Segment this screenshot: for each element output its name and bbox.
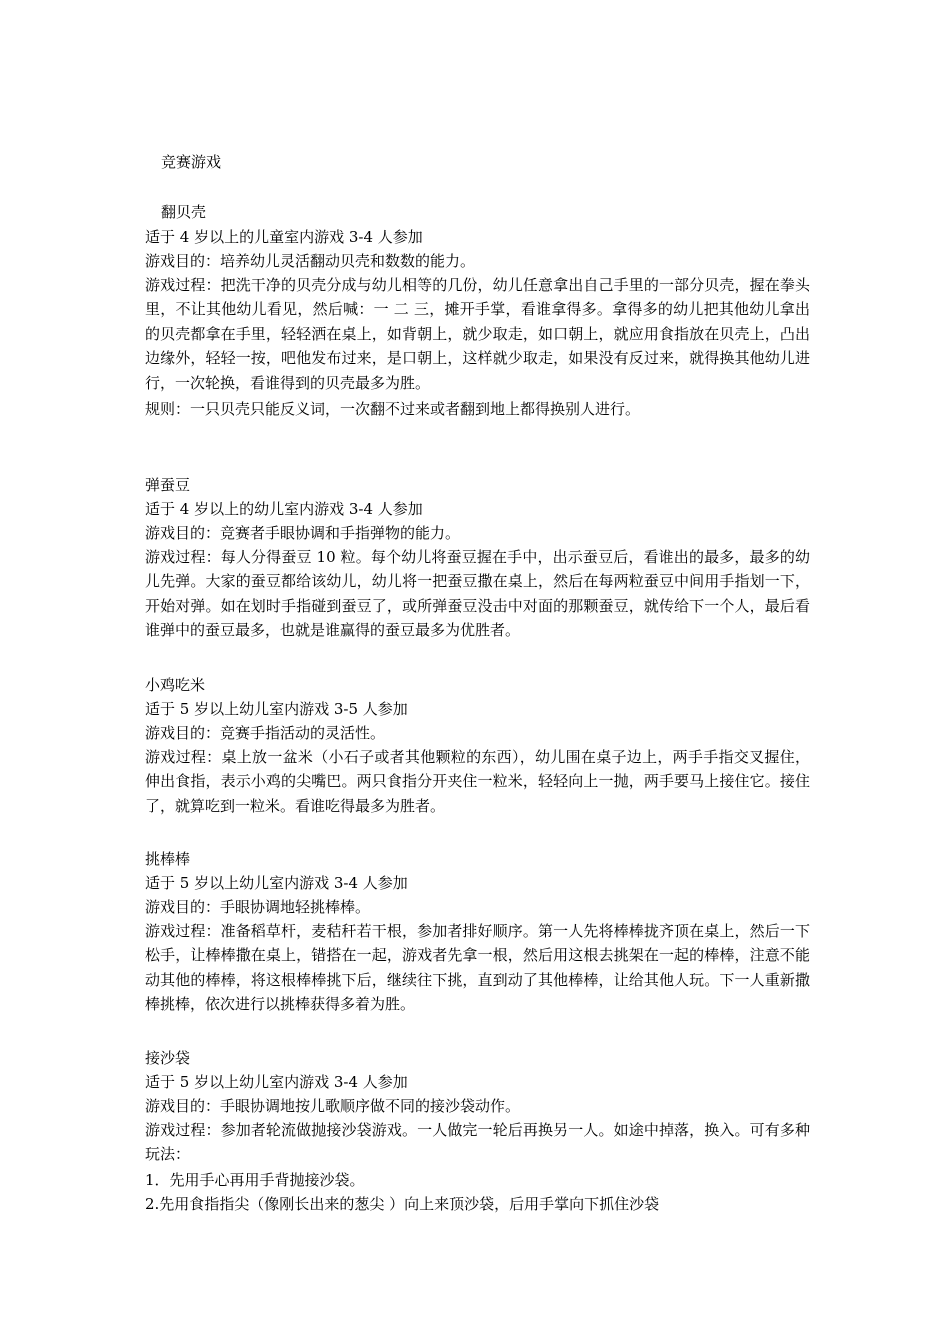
game-title-tan-candou: 弹蚕豆 — [145, 476, 191, 494]
game-process: 游戏过程：每人分得蚕豆 10 粒。每个幼儿将蚕豆握在手中，出示蚕豆后，看谁出的最多，最多的幼儿先弹。大家的蚕豆都给该幼儿，幼儿将一把蚕豆撒在桌上，然后在每两粒蚕豆中间用手指划一下，开始对弹。如在划时手指碰到蚕豆了，或所弹蚕豆没击中对面的那颗蚕豆，就传给下一个人，最后看谁弹中的蚕豆最多，也就是谁赢得的蚕豆最多为优胜者。 — [145, 548, 810, 640]
game-step: 2.先用食指指尖（像刚长出来的葱尖 ）向上来顶沙袋，后用手掌向下抓住沙袋 — [145, 1195, 660, 1213]
game-info: 适于 4 岁以上的幼儿室内游戏 3-4 人参加 — [145, 500, 423, 518]
document-title: 竞赛游戏 — [161, 153, 222, 171]
game-goal: 游戏目的：竞赛者手眼协调和手指弹物的能力。 — [145, 524, 461, 542]
game-title-xiaoji-chimi: 小鸡吃米 — [145, 676, 206, 694]
game-process: 游戏过程：准备稻草杆，麦秸秆若干根，参加者排好顺序。第一人先将棒棒拢齐顶在桌上，然后一下松手，让棒棒撒在桌上，错搭在一起，游戏者先拿一根，然后用这根去挑架在一起的棒棒，注意不能动其他的棒棒，将这根棒棒挑下后，继续往下挑，直到动了其他棒棒，让给其他人玩。下一人重新撒棒挑棒，依次进行以挑棒获得多着为胜。 — [145, 922, 810, 1014]
game-goal: 游戏目的：竞赛手指活动的灵活性。 — [145, 724, 386, 742]
game-process: 游戏过程：桌上放一盆米（小石子或者其他颗粒的东西），幼儿围在桌子边上，两手手指交叉握住，伸出食指，表示小鸡的尖嘴巴。两只食指分开夹住一粒米，轻轻向上一抛，两手要马上接住它。接住了，就算吃到一粒米。看谁吃得最多为胜者。 — [145, 748, 810, 815]
game-goal: 游戏目的：手眼协调地轻挑棒棒。 — [145, 898, 371, 916]
game-step: 1．先用手心再用手背抛接沙袋。 — [145, 1171, 365, 1189]
game-info: 适于 5 岁以上幼儿室内游戏 3-4 人参加 — [145, 874, 408, 892]
game-info: 适于 5 岁以上幼儿室内游戏 3-5 人参加 — [145, 700, 408, 718]
game-info: 适于 5 岁以上幼儿室内游戏 3-4 人参加 — [145, 1073, 408, 1091]
game-title-fan-beike: 翻贝壳 — [161, 203, 207, 221]
game-rule: 规则：一只贝壳只能反义词，一次翻不过来或者翻到地上都得换别人进行。 — [145, 400, 641, 418]
game-title-tiao-bangbang: 挑棒棒 — [145, 850, 191, 868]
game-process: 游戏过程：参加者轮流做抛接沙袋游戏。一人做完一轮后再换另一人。如途中掉落，换入。可有多种玩法： — [145, 1121, 810, 1164]
game-info: 适于 4 岁以上的儿童室内游戏 3-4 人参加 — [145, 228, 423, 246]
game-goal: 游戏目的：手眼协调地按儿歌顺序做不同的接沙袋动作。 — [145, 1097, 521, 1115]
game-goal: 游戏目的：培养幼儿灵活翻动贝壳和数数的能力。 — [145, 252, 476, 270]
game-title-jie-shadai: 接沙袋 — [145, 1049, 191, 1067]
game-process: 游戏过程：把洗干净的贝壳分成与幼儿相等的几份，幼儿任意拿出自己手里的一部分贝壳，握在拳头里，不让其他幼儿看见，然后喊：一 二 三，摊开手掌，看谁拿得多。拿得多的幼儿把其他幼儿拿出的贝壳都拿在手里，轻轻洒在桌上，如背朝上，就少取走，如口朝上，就应用食指放在贝壳上，凸出边缘外，轻轻一按，吧他发布过来，是口朝上，这样就少取走，如果没有反过来，就得换其他幼儿进行，一次轮换，看谁得到的贝壳最多为胜。 — [145, 276, 810, 392]
